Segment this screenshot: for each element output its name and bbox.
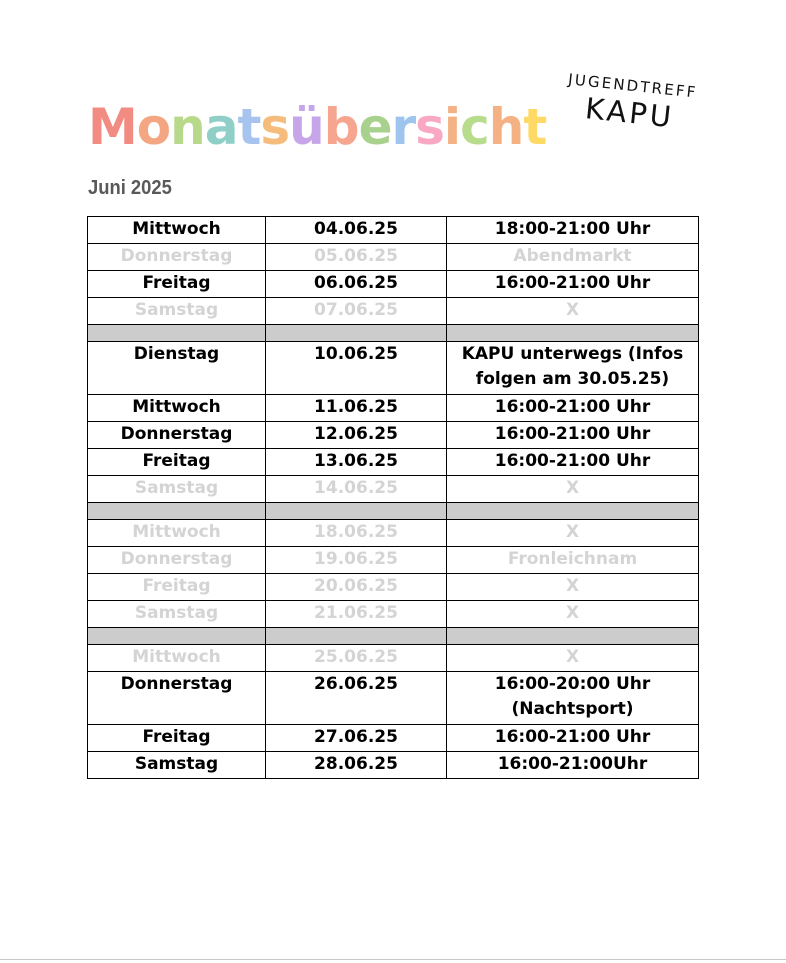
open-day-row [88, 422, 699, 449]
day-cell: Freitag [88, 449, 266, 476]
hours-cell: Abendmarkt [447, 244, 699, 271]
hours-cell: 16:00-21:00Uhr [447, 752, 699, 779]
day-cell: Donnerstag [88, 244, 266, 271]
hours-cell: 16:00-21:00 Uhr [447, 725, 699, 752]
date-cell: 28.06.25 [266, 752, 447, 779]
open-day-row [88, 752, 699, 779]
date-cell: 13.06.25 [266, 449, 447, 476]
open-day-row [88, 725, 699, 752]
date-cell: 27.06.25 [266, 725, 447, 752]
separator-cell [447, 628, 699, 645]
title-letter: a [204, 98, 238, 156]
title-letter: b [323, 98, 359, 156]
hours-cell: 16:00-21:00 Uhr [447, 395, 699, 422]
date-cell: 06.06.25 [266, 271, 447, 298]
separator-cell [266, 628, 447, 645]
hours-cell: 16:00-21:00 Uhr [447, 449, 699, 476]
hours-cell: Fronleichnam [447, 547, 699, 574]
day-cell: Mittwoch [88, 520, 266, 547]
month-heading: Juni 2025 [88, 177, 172, 199]
hours-cell: X [447, 520, 699, 547]
day-cell: Freitag [88, 271, 266, 298]
date-cell: 18.06.25 [266, 520, 447, 547]
hours-cell: X [447, 601, 699, 628]
day-cell: Donnerstag [88, 422, 266, 449]
day-cell: Mittwoch [88, 217, 266, 244]
date-cell: 10.06.25 [266, 342, 447, 395]
date-cell: 07.06.25 [266, 298, 447, 325]
separator-cell [447, 325, 699, 342]
title-letter: n [170, 98, 205, 156]
closed-day-row [88, 547, 699, 574]
title-letter: t [237, 98, 261, 156]
closed-day-row [88, 520, 699, 547]
date-cell: 21.06.25 [266, 601, 447, 628]
page-bottom-rule [0, 959, 786, 960]
logo-line2: KAPU [583, 91, 676, 135]
day-cell: Mittwoch [88, 395, 266, 422]
title-letter: M [88, 98, 137, 156]
jugendtreff-kapu-logo [562, 70, 722, 140]
open-day-row [88, 449, 699, 476]
hours-cell: 16:00-20:00 Uhr (Nachtsport) [447, 672, 699, 725]
day-cell: Freitag [88, 574, 266, 601]
title-letter: o [136, 98, 171, 156]
separator-cell [266, 503, 447, 520]
day-cell: Dienstag [88, 342, 266, 395]
hours-cell: X [447, 574, 699, 601]
date-cell: 12.06.25 [266, 422, 447, 449]
day-cell: Samstag [88, 752, 266, 779]
date-cell: 20.06.25 [266, 574, 447, 601]
closed-day-row [88, 244, 699, 271]
hours-cell: 16:00-21:00 Uhr [447, 422, 699, 449]
hours-cell: KAPU unterwegs (Infos folgen am 30.05.25) [447, 342, 699, 395]
week-separator-row [88, 325, 699, 342]
week-separator-row [88, 628, 699, 645]
hours-cell: 18:00-21:00 Uhr [447, 217, 699, 244]
date-cell: 19.06.25 [266, 547, 447, 574]
closed-day-row [88, 574, 699, 601]
hours-cell: X [447, 298, 699, 325]
open-day-row [88, 395, 699, 422]
title-letter: e [358, 98, 392, 156]
title-letter: ü [289, 98, 324, 156]
closed-day-row [88, 601, 699, 628]
week-separator-row [88, 503, 699, 520]
separator-cell [447, 503, 699, 520]
date-cell: 26.06.25 [266, 672, 447, 725]
day-cell: Freitag [88, 725, 266, 752]
day-cell: Samstag [88, 601, 266, 628]
day-cell: Mittwoch [88, 645, 266, 672]
date-cell: 05.06.25 [266, 244, 447, 271]
date-cell: 25.06.25 [266, 645, 447, 672]
date-cell: 04.06.25 [266, 217, 447, 244]
schedule-table [87, 216, 699, 779]
day-cell: Samstag [88, 298, 266, 325]
separator-cell [88, 503, 266, 520]
day-cell: Donnerstag [88, 547, 266, 574]
title-letter: t [523, 98, 547, 156]
hours-cell: X [447, 476, 699, 503]
open-day-row [88, 672, 699, 725]
separator-cell [88, 325, 266, 342]
open-day-row [88, 217, 699, 244]
title-letter: s [415, 98, 444, 156]
hours-cell: 16:00-21:00 Uhr [447, 271, 699, 298]
separator-cell [266, 325, 447, 342]
closed-day-row [88, 645, 699, 672]
open-day-row [88, 271, 699, 298]
title-letter: i [443, 98, 461, 156]
closed-day-row [88, 476, 699, 503]
separator-cell [88, 628, 266, 645]
date-cell: 14.06.25 [266, 476, 447, 503]
hours-cell: X [447, 645, 699, 672]
logo-line1: JUGENDTREFF [567, 70, 699, 102]
date-cell: 11.06.25 [266, 395, 447, 422]
day-cell: Donnerstag [88, 672, 266, 725]
day-cell: Samstag [88, 476, 266, 503]
closed-day-row [88, 298, 699, 325]
title-letter: h [488, 98, 524, 156]
title-letter: s [260, 98, 290, 156]
page-title [88, 92, 546, 162]
title-letter: r [391, 98, 416, 156]
open-day-row [88, 342, 699, 395]
title-letter: c [460, 98, 489, 156]
